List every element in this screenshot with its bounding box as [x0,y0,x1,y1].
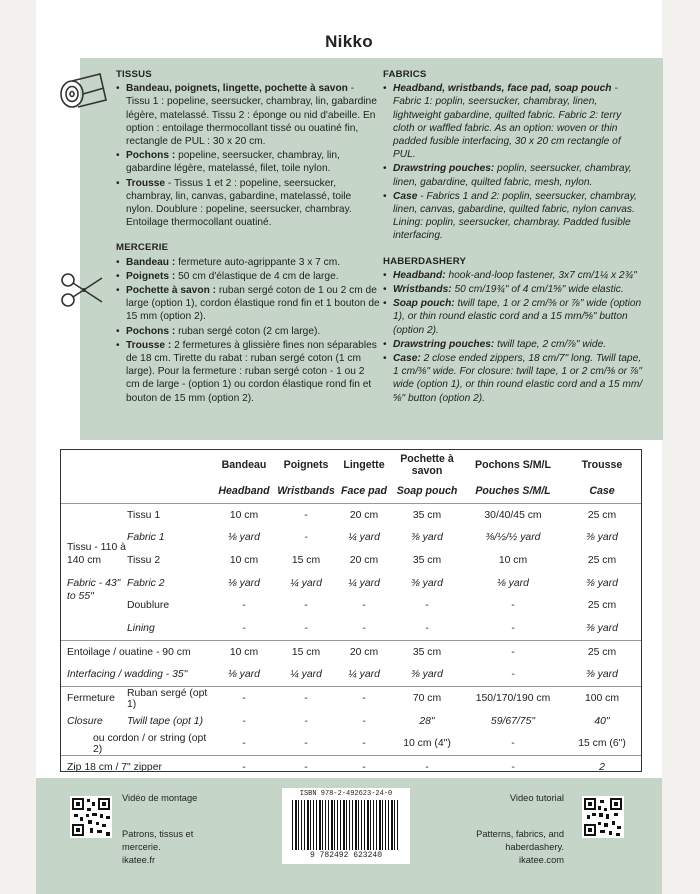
row-label: Lining [127,622,155,634]
list-item: • Trousse - Tissus 1 et 2 : popeline, seersucker, chambray, lin, canvas, gabardine, matelassé, toile nylon. Doublure : popeline, seersucker, chambray. Entoilage thermocollant ouatiné. [126,177,380,230]
row-label: Zip 18 cm / 7" zipper [61,756,213,779]
scissors-icon [58,268,108,312]
list-item: • Trousse : 2 fermetures à glissière fines non séparables de 18 cm. Tirette du rabat : ruban sergé coton (1 cm large). Pour la fermeture : ruban sergé coton - 1 ou 2 cm de large - (option 1) ou cordon élastique rond fin et bouton de 15 mm (option 2). [126,339,380,405]
shop-fr: Patrons, tissus et mercerie. [122,829,194,852]
table-row: ou cordon / or string (opt 2) - - - 10 cm (4") - 15 cm (6") [61,733,641,756]
list-item: • Bandeau, poignets, lingette, pochette à savon - Tissu 1 : popeline, seersucker, chambray, lin, gabardine légère, matelassé. Tissu 2 : éponge ou nid d'abeille. En option : entoilage thermocollant tissé ou ouatiné fin, rectangle de PUL : 30 x 20 cm. [126,82,380,148]
row-label: Fermeture [61,687,127,710]
list-item: • Soap pouch: twill tape, 1 or 2 cm/⅜ or ⅞" wide (option 1), or thin round elastic cord and a 15 mm/⅝" button (option 2). [393,297,645,337]
row-label: Tissu 2 [127,554,161,566]
haberdashery-heading: HABERDASHERY [383,255,467,267]
table-row: Tissu - 110 à 140 cm Fabric - 43" to 55" Tissu 1 10 cm - 20 cm 35 cm 30/40/45 cm 25 cm [61,503,641,526]
row-label: Fabric 1 [127,532,165,544]
row-label: Closure [67,715,103,727]
isbn-text: ISBN 978-2-492623-24-0 [299,790,393,798]
fabric-roll-icon [56,70,112,118]
row-label: Twill tape (opt 1) [127,715,204,727]
col-header: Lingette [343,459,385,471]
col-header: Poignets [283,459,329,471]
fabrics-heading: FABRICS [383,69,427,80]
table-row: Zip 18 cm / 7" zipper - - - - - 2 [61,756,641,779]
list-item: • Headband, wristbands, face pad, soap pouch - Fabric 1: poplin, seersucker, chambray, linen, lightweight gabardine, quilted fabric. Fabric 2: terry cloth or waffled fabric. As an option: woven or thin padded fusible interfacing, 30 x 20 cm rectangle of PUL. [393,82,645,161]
row-label: Entoilage / ouatine - 90 cm [61,640,213,663]
qr-code-icon[interactable] [582,796,624,838]
barcode-number: 9 782492 623240 [309,851,382,860]
table-row: Doublure - - - - - 25 cm [61,594,641,617]
mercerie-heading: MERCERIE [116,242,169,254]
table-row: Entoilage / ouatine - 90 cm 10 cm 15 cm 20 cm 35 cm - 25 cm [61,640,641,663]
table-row: Closure Twill tape (opt 1) - - - 28" 59/67/75" 40" [61,710,641,733]
table-row: Fermeture Ruban sergé (opt 1) - - - 70 cm 150/170/190 cm 100 cm [61,687,641,710]
video-fr: Vidéo de montage [122,793,198,803]
col-header-en: Wristbands [277,485,335,498]
shop-en: Patterns, fabrics, and haberdashery. [476,829,564,852]
quantities-table [60,449,642,772]
col-header-en: Case [589,485,615,498]
list-item: • Headband: hook-and-loop fastener, 3x7 cm/1¼ x 2¾" [393,269,645,282]
list-item: • Bandeau : fermeture auto-agrippante 3 x 7 cm. [126,256,380,269]
table-row: Interfacing / wadding - 35" ⅛ yard ¼ yard ¼ yard ⅜ yard - ⅜ yard [61,664,641,687]
table-row: Lining - - - - - ⅜ yard [61,617,641,640]
row-label: Fabric 2 [127,577,165,589]
footer [36,778,662,894]
list-item: • Case: 2 close ended zippers, 18 cm/7" long. Twill tape, 1 cm/⅜" wide. For closure: twill tape, 1 or 2 cm/⅜ or ⅞" wide (option 1), or thin round elastic cord and a 15 mm/⅝" button (option 2). [393,352,645,405]
fabric-group-label: Tissu - 110 à 140 cm Fabric - 43" to 55" [61,503,127,640]
col-header-en: Face pad [341,485,387,498]
list-item: • Wristbands: 50 cm/19¾" of 4 cm/1⅝" wide elastic. [393,283,645,296]
list-item: • Pochons : popeline, seersucker, chambray, lin, gabardine légère, matelassé, filet, toile nylon. [126,149,380,175]
table-row: Tissu 2 10 cm 15 cm 20 cm 35 cm 10 cm 25 cm [61,549,641,572]
qr-code-icon[interactable] [70,796,112,838]
row-label: Ruban sergé (opt 1) [127,687,213,710]
list-item: • Pochons : ruban sergé coton (2 cm large). [126,325,380,338]
col-header: Bandeau [221,459,267,471]
row-label: Doublure [127,600,170,612]
list-item: • Case - Fabrics 1 and 2: poplin, seersucker, chambray, linen, canvas, gabardine, quilted fabric, nylon canvas. Lining: poplin, seersucker, chambray. Padded fusible interfacing. [393,190,645,243]
site-fr[interactable]: ikatee.fr [122,855,156,865]
col-header-en: Headband [218,485,270,498]
row-label: ou cordon / or string (opt 2) [93,732,207,755]
list-item: • Poignets : 50 cm d'élastique de 4 cm de large. [126,270,380,283]
site-en[interactable]: ikatee.com [519,855,564,865]
row-label: Interfacing / wadding - 35" [67,669,188,681]
list-item: • Pochette à savon : ruban sergé coton de 1 ou 2 cm de large (option 1), cordon élastique rond fin et 1 bouton de 15 mm (option 2). [126,284,380,324]
barcode [282,788,410,864]
col-header: Pochons S/M/L [475,459,551,471]
table-row: Fabric 2 ⅛ yard ¼ yard ¼ yard ⅜ yard ⅛ yard ⅜ yard [61,572,641,595]
list-item: • Drawstring pouches: poplin, seersucker, chambray, linen, gabardine, quilted fabric, mesh, nylon. [393,162,645,188]
col-header-en: Pouches S/M/L [475,485,551,498]
barcode-bars [292,800,400,850]
list-item: • Drawstring pouches: twill tape, 2 cm/⅞" wide. [393,338,645,351]
tissus-heading: TISSUS [116,69,152,80]
french-materials [116,68,380,406]
materials-panel [80,58,663,440]
col-header: Trousse [581,459,623,471]
english-materials [383,68,645,406]
col-header-en: Soap pouch [396,485,458,498]
table-row: Fabric 1 ⅛ yard - ¼ yard ⅜ yard ⅜/½/½ yard ⅜ yard [61,526,641,549]
col-header: Pochette à savon [400,453,454,477]
page-title: Nikko [325,32,373,51]
video-en: Video tutorial [509,793,564,803]
row-label: Tissu 1 [127,503,213,526]
